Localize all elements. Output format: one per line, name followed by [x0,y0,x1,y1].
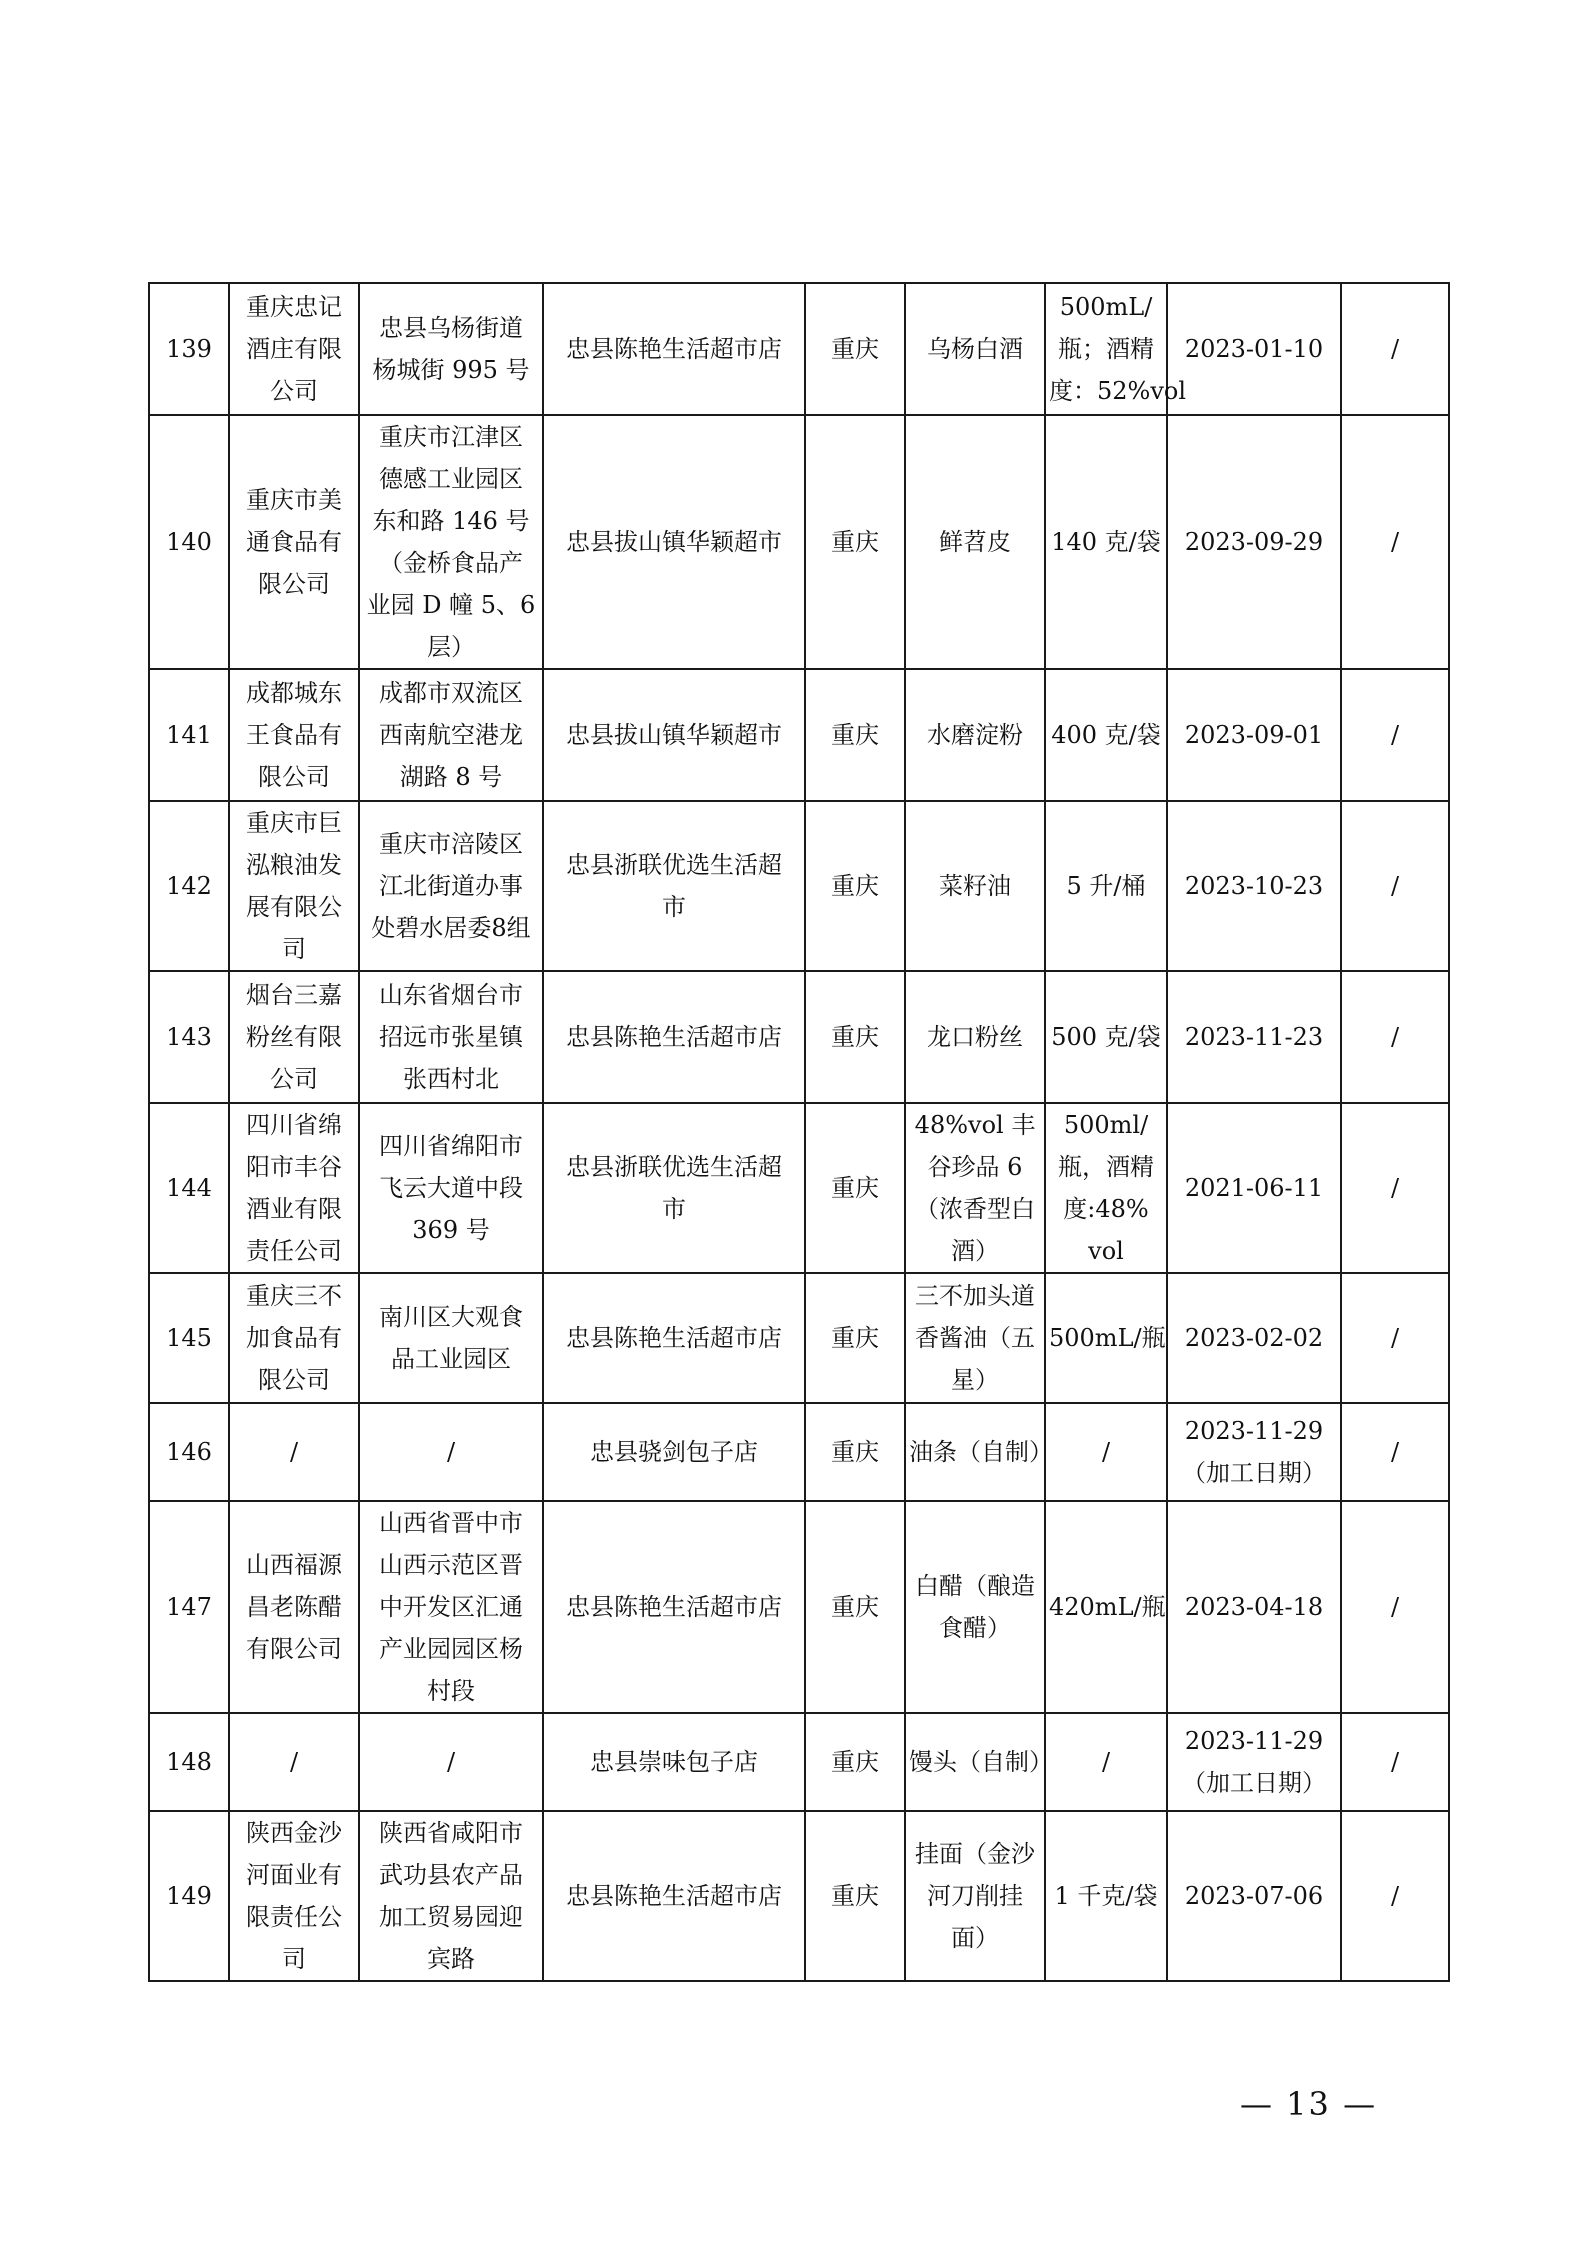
remark-cell: / [1341,1713,1449,1811]
remark-cell: / [1341,669,1449,801]
cell-text-line: 山西示范区晋 [379,1551,523,1579]
cell-text-line: 2021-06-11 [1184,1174,1324,1202]
seller-name-cell [543,1501,805,1713]
page-number: — 13 — [1240,2085,1378,2123]
cell-text-line: 中开发区汇通 [379,1593,523,1621]
producer-address-cell [359,283,543,415]
serial-number-cell: 139 [149,283,229,415]
cell-text-line: / [446,1748,456,1776]
remark-cell: / [1341,415,1449,669]
cell-text-line: 忠县拔山镇华颖超市 [566,528,782,556]
cell-text-line: 忠县拔山镇华颖超市 [566,721,782,749]
serial-number-cell: 147 [149,1501,229,1713]
cell-text-line: / [289,1748,299,1776]
cell-text-line: 420mL/瓶 [1049,1593,1166,1621]
cell-text-line: 2023-11-29 [1184,1417,1324,1445]
cell-text-line: 5 升/桶 [1066,872,1146,900]
cell-text-line: 水磨淀粉 [927,721,1023,749]
food-sampling-table [148,282,1450,1982]
product-name-cell [905,283,1045,415]
producer-address-cell [359,1713,543,1811]
cell-text-line: 飞云大道中段 [379,1174,523,1202]
cell-text-line: 重庆市美 [246,486,342,514]
remark-cell: / [1341,1103,1449,1273]
cell-text-line: 层） [427,633,475,661]
cell-text-line: 瓶；酒精 [1058,335,1154,363]
producer-name-cell [229,1713,359,1811]
serial-number-cell: 143 [149,971,229,1103]
cell-text-line: 2023-01-10 [1184,335,1324,363]
cell-text-line: vol [1088,1237,1124,1265]
cell-text-line: 白醋（酿造 [915,1572,1035,1600]
region-cell: 重庆 [805,971,905,1103]
product-name-cell [905,1501,1045,1713]
cell-text-line: 2023-09-01 [1184,721,1324,749]
cell-text-line: 四川省绵 [246,1111,342,1139]
cell-text-line: 2023-09-29 [1184,528,1324,556]
cell-text-line: 500 克/袋 [1051,1023,1161,1051]
product-name-cell [905,415,1045,669]
cell-text-line: 张西村北 [403,1065,499,1093]
product-name-cell [905,669,1045,801]
region-cell: 重庆 [805,801,905,971]
cell-text-line: 限公司 [258,763,330,791]
producer-address-cell [359,801,543,971]
table-row [149,1501,1449,1713]
specification-cell [1045,283,1187,415]
production-date-cell [1167,1811,1341,1981]
seller-name-cell [543,971,805,1103]
production-date-cell [1167,971,1341,1103]
cell-text-line: 乌杨白酒 [927,335,1023,363]
region-cell: 重庆 [805,1403,905,1501]
remark-cell: / [1341,1273,1449,1403]
specification-cell [1045,1811,1167,1981]
cell-text-line: 河面业有 [246,1861,342,1889]
product-name-cell [905,1811,1045,1981]
cell-text-line: 产业园园区杨 [379,1635,523,1663]
table-row [149,669,1449,801]
seller-name-cell [543,1713,805,1811]
cell-text-line: / [446,1438,456,1466]
cell-text-line: 忠县骁剑包子店 [590,1438,758,1466]
producer-address-cell [359,971,543,1103]
cell-text-line: 陕西省咸阳市 [379,1819,523,1847]
cell-text-line: 1 千克/袋 [1054,1882,1158,1910]
cell-text-line: 2023-10-23 [1184,872,1324,900]
cell-text-line: 忠县陈艳生活超市店 [566,1882,782,1910]
production-date-cell [1167,415,1341,669]
product-name-cell [905,1403,1053,1501]
table-body [149,283,1449,1981]
producer-address-cell [359,415,543,669]
cell-text-line: 重庆三不 [246,1282,342,1310]
production-date-cell [1167,1273,1341,1403]
cell-text-line: 忠县陈艳生活超市店 [566,335,782,363]
table-row [149,1811,1449,1981]
cell-text-line: / [1101,1438,1111,1466]
cell-text-line: 重庆市涪陵区 [379,830,523,858]
cell-text-line: 公司 [270,377,318,405]
region-cell: 重庆 [805,1273,905,1403]
cell-text-line: / [1101,1748,1111,1776]
cell-text-line: 江北街道办事 [379,872,523,900]
production-date-cell [1167,669,1341,801]
product-name-cell [905,1713,1053,1811]
cell-text-line: 司 [282,935,306,963]
cell-text-line: 忠县陈艳生活超市店 [566,1324,782,1352]
remark-cell: / [1341,1501,1449,1713]
cell-text-line: 龙口粉丝 [927,1023,1023,1051]
cell-text-line: 忠县乌杨街道 [379,314,523,342]
product-name-cell [905,1273,1045,1403]
production-date-cell [1167,1403,1341,1501]
cell-text-line: 限公司 [258,570,330,598]
producer-name-cell [229,415,359,669]
product-name-cell [905,1103,1045,1273]
specification-cell [1045,971,1167,1103]
cell-text-line: 四川省绵阳市 [379,1132,523,1160]
cell-text-line: 王食品有 [246,721,342,749]
cell-text-line: 山西福源 [246,1551,342,1579]
cell-text-line: （浓香型白 [915,1195,1035,1223]
serial-number-cell: 141 [149,669,229,801]
cell-text-line: 昌老陈醋 [246,1593,342,1621]
producer-name-cell [229,1273,359,1403]
producer-name-cell [229,1811,359,1981]
cell-text-line: 重庆忠记 [246,293,342,321]
production-date-cell [1167,283,1341,415]
cell-text-line: 面） [951,1924,999,1952]
cell-text-line: 泓粮油发 [246,851,342,879]
cell-text-line: 谷珍品 6 [927,1153,1023,1181]
region-cell: 重庆 [805,1501,905,1713]
region-cell: 重庆 [805,1103,905,1273]
cell-text-line: 粉丝有限 [246,1023,342,1051]
seller-name-cell [543,1403,805,1501]
cell-text-line: 成都城东 [246,679,342,707]
specification-cell [1045,1713,1167,1811]
serial-number-cell: 149 [149,1811,229,1981]
specification-cell [1045,1501,1167,1713]
cell-text-line: 忠县浙联优选生活超 [566,1153,782,1181]
product-name-cell [905,971,1045,1103]
table-row [149,1103,1449,1273]
producer-name-cell [229,669,359,801]
cell-text-line: 成都市双流区 [379,679,523,707]
serial-number-cell: 146 [149,1403,229,1501]
producer-address-cell [359,1811,543,1981]
cell-text-line: 品工业园区 [391,1345,511,1373]
serial-number-cell: 140 [149,415,229,669]
cell-text-line: 市 [662,893,686,921]
table-row [149,1273,1449,1403]
seller-name-cell [543,1273,805,1403]
cell-text-line: 杨城街 995 号 [372,356,530,384]
producer-name-cell [229,1501,359,1713]
producer-name-cell [229,1403,359,1501]
cell-text-line: 忠县浙联优选生活超 [566,851,782,879]
cell-text-line: 星） [951,1366,999,1394]
specification-cell [1045,1103,1167,1273]
cell-text-line: 西南航空港龙 [379,721,523,749]
cell-text-line: 湖路 8 号 [399,763,503,791]
serial-number-cell: 142 [149,801,229,971]
serial-number-cell: 144 [149,1103,229,1273]
cell-text-line: 鲜苕皮 [939,528,1011,556]
cell-text-line: 加食品有 [246,1324,342,1352]
cell-text-line: 南川区大观食 [379,1303,523,1331]
cell-text-line: 酒） [951,1237,999,1265]
production-date-cell [1167,1713,1341,1811]
cell-text-line: 忠县陈艳生活超市店 [566,1023,782,1051]
table-row [149,1403,1449,1501]
region-cell: 重庆 [805,669,905,801]
producer-name-cell [229,283,359,415]
cell-text-line: 阳市丰谷 [246,1153,342,1181]
specification-cell [1045,415,1167,669]
cell-text-line: 展有限公 [246,893,342,921]
cell-text-line: 48%vol 丰 [914,1111,1036,1139]
product-name-cell [905,801,1045,971]
cell-text-line: 责任公司 [246,1237,342,1265]
cell-text-line: 德感工业园区 [379,465,523,493]
specification-cell [1045,801,1167,971]
cell-text-line: 500ml/ [1063,1111,1149,1139]
cell-text-line: 500mL/ [1059,293,1153,321]
cell-text-line: 重庆市江津区 [379,423,523,451]
cell-text-line: 三不加头道 [915,1282,1035,1310]
table-row [149,283,1449,415]
producer-address-cell [359,669,543,801]
cell-text-line: 公司 [270,1065,318,1093]
cell-text-line: 村段 [427,1677,475,1705]
cell-text-line: 司 [282,1945,306,1973]
specification-cell [1045,1273,1167,1403]
cell-text-line: 山东省烟台市 [379,981,523,1009]
cell-text-line: 忠县崇味包子店 [590,1748,758,1776]
cell-text-line: 陕西金沙 [246,1819,342,1847]
cell-text-line: 有限公司 [246,1635,342,1663]
specification-cell [1045,669,1167,801]
region-cell: 重庆 [805,283,905,415]
cell-text-line: 食醋） [939,1614,1011,1642]
cell-text-line: 369 号 [412,1216,490,1244]
cell-text-line: （加工日期） [1182,1769,1326,1797]
region-cell: 重庆 [805,415,905,669]
table-row [149,415,1449,669]
serial-number-cell: 145 [149,1273,229,1403]
cell-text-line: 菜籽油 [939,872,1011,900]
remark-cell: / [1341,1811,1449,1981]
producer-address-cell [359,1501,543,1713]
seller-name-cell [543,1103,805,1273]
cell-text-line: 限公司 [258,1366,330,1394]
cell-text-line: 招远市张星镇 [379,1023,523,1051]
cell-text-line: 2023-04-18 [1184,1593,1324,1621]
cell-text-line: 2023-11-29 [1184,1727,1324,1755]
producer-address-cell [359,1103,543,1273]
remark-cell: / [1341,1403,1449,1501]
cell-text-line: 度：52%vol [1049,377,1187,405]
cell-text-line: 通食品有 [246,528,342,556]
cell-text-line: 度:48% [1063,1195,1149,1223]
production-date-cell [1167,1103,1341,1273]
seller-name-cell [543,415,805,669]
specification-cell [1045,1403,1167,1501]
table-row [149,1713,1449,1811]
cell-text-line: 400 克/袋 [1051,721,1161,749]
seller-name-cell [543,283,805,415]
region-cell: 重庆 [805,1811,905,1981]
seller-name-cell [543,669,805,801]
cell-text-line: 处碧水居委8组 [371,914,531,942]
cell-text-line: 馒头（自制） [909,1748,1053,1776]
remark-cell: / [1341,283,1449,415]
cell-text-line: 宾路 [427,1945,475,1973]
cell-text-line: 500mL/瓶 [1049,1324,1166,1352]
producer-address-cell [359,1273,543,1403]
cell-text-line: 2023-07-06 [1184,1882,1324,1910]
region-cell: 重庆 [805,1713,905,1811]
cell-text-line: 油条（自制） [909,1438,1053,1466]
seller-name-cell [543,1811,805,1981]
cell-text-line: 2023-02-02 [1184,1324,1324,1352]
cell-text-line: 忠县陈艳生活超市店 [566,1593,782,1621]
cell-text-line: 瓶，酒精 [1058,1153,1154,1181]
cell-text-line: 香酱油（五 [915,1324,1035,1352]
cell-text-line: 烟台三嘉 [246,981,342,1009]
cell-text-line: 市 [662,1195,686,1223]
cell-text-line: 业园 D 幢 5、6 [366,591,536,619]
cell-text-line: / [289,1438,299,1466]
cell-text-line: 挂面（金沙 [915,1840,1035,1868]
remark-cell: / [1341,801,1449,971]
cell-text-line: （加工日期） [1182,1459,1326,1487]
cell-text-line: （金桥食品产 [379,549,523,577]
producer-name-cell [229,971,359,1103]
cell-text-line: 140 克/袋 [1051,528,1161,556]
cell-text-line: 山西省晋中市 [379,1509,523,1537]
production-date-cell [1167,1501,1341,1713]
remark-cell: / [1341,971,1449,1103]
cell-text-line: 酒业有限 [246,1195,342,1223]
table-row [149,801,1449,971]
cell-text-line: 酒庄有限 [246,335,342,363]
producer-name-cell [229,1103,359,1273]
cell-text-line: 东和路 146 号 [372,507,530,535]
cell-text-line: 2023-11-23 [1184,1023,1324,1051]
producer-name-cell [229,801,359,971]
serial-number-cell: 148 [149,1713,229,1811]
table-row [149,971,1449,1103]
seller-name-cell [543,801,805,971]
cell-text-line: 限责任公 [246,1903,342,1931]
cell-text-line: 加工贸易园迎 [379,1903,523,1931]
cell-text-line: 武功县农产品 [379,1861,523,1889]
cell-text-line: 河刀削挂 [927,1882,1023,1910]
cell-text-line: 重庆市巨 [246,809,342,837]
production-date-cell [1167,801,1341,971]
producer-address-cell [359,1403,543,1501]
